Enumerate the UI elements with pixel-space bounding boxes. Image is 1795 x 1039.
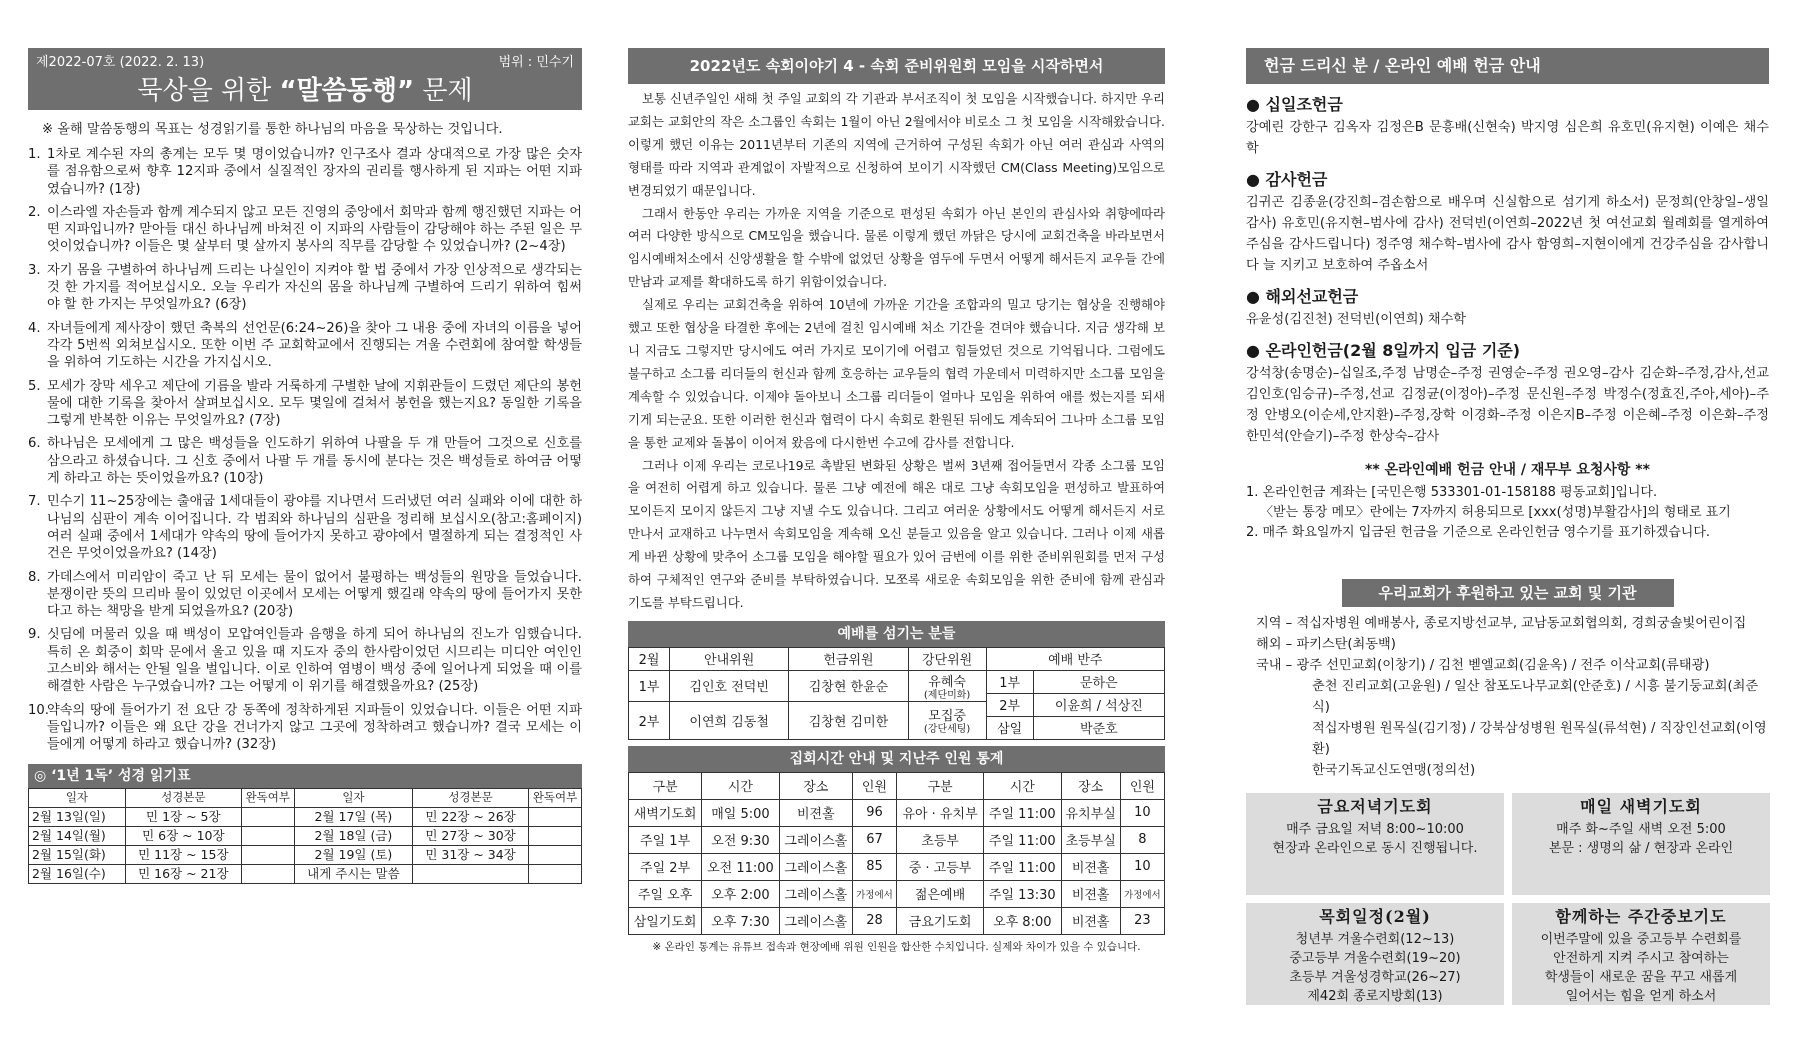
table-header: 완독여부 xyxy=(529,788,582,807)
stat-cell: 오후 7:30 xyxy=(702,907,780,934)
stat-cell: 가정에서 xyxy=(852,880,896,907)
plan-check[interactable] xyxy=(241,864,294,883)
stat-cell: 비젼홀 xyxy=(1061,907,1120,934)
table-header: 안내위원 xyxy=(670,647,789,670)
box-title: 매일 새벽기도회 xyxy=(1580,797,1702,816)
plan-check[interactable] xyxy=(529,807,582,826)
dawn-prayer-box xyxy=(1512,793,1770,895)
question-item: 5. 모세가 장막 세우고 제단에 기름을 발라 거룩하게 구별한 날에 지휘관들이 드렸던 제단의 봉헌물에 대한 기록을 찾아서 살펴보십시오. 모두 몇일에 걸쳐서 봉헌을 했는지요? 동일한 기록을 그렇게 반복한 이유는 무엇일까요? (7장) xyxy=(28,378,582,429)
altar-role: (제단미화) xyxy=(923,689,971,701)
support-title: 우리교회가 후원하고 있는 교회 및 기관 xyxy=(1342,579,1674,607)
accompany-service: 2부 xyxy=(986,693,1033,716)
offering-section xyxy=(1246,284,1769,330)
table-row xyxy=(629,826,1165,853)
plan-date: 2월 13일(일) xyxy=(29,807,126,826)
stats-title: 집회시간 안내 및 지난주 인원 통계 xyxy=(628,746,1165,772)
stat-cell: 주일 11:00 xyxy=(984,826,1062,853)
accompany-name: 문하은 xyxy=(1033,670,1164,693)
offering-type-title: ● 십일조헌금 xyxy=(1246,95,1343,114)
offering-section xyxy=(1246,338,1769,447)
table-header-row xyxy=(29,788,582,807)
stat-cell: 8 xyxy=(1120,826,1164,853)
plan-date: 2월 15일(화) xyxy=(29,845,126,864)
table-row xyxy=(29,826,582,845)
stat-cell: 삼일기도회 xyxy=(629,907,702,934)
table-header-row xyxy=(629,772,1165,799)
support-list xyxy=(1256,613,1769,781)
table-header: 구분 xyxy=(629,772,702,799)
altar-role: (강단세팅) xyxy=(923,724,971,736)
table-header: 일자 xyxy=(29,788,126,807)
story-paragraph: 그러나 이제 우리는 코로나19로 촉발된 변화된 상황은 벌써 3년째 접어들면서 각종 소그룹 모임을 여전히 어렵게 하고 있습니다. 물론 그냥 예전에 해온 대로 그냥 속회모임을 편성하고 발표하여 모이든지 모이지 않든지 그냥 지낼 수도 있습니다. 그리고 여러운 상황에서도 어떻게 해서든지 서로 만나서 교재하고 나누면서 속회모임을 계속해 오신 분들고 있음을 알고 있습니다. 그러나 이제 새롭게 바뀐 상황에 맞추어 소그룹 모임을 해야할 필요가 있어 금번에 이를 위한 준비위원회를 먼저 구성하여 구체적인 연구와 준비를 부탁하였습니다. 모쪼록 새로운 속회모임을 위한 준비에 함께 관심과 기도를 부탁드립니다. xyxy=(628,457,1165,610)
stat-cell: 그레이스홀 xyxy=(779,880,852,907)
meditation-intro: ※ 올해 말씀동행의 목표는 성경읽기를 통한 하나님의 마음을 묵상하는 것입니다. xyxy=(42,122,503,137)
table-row xyxy=(629,670,1165,693)
service-label: 1부 xyxy=(629,670,670,701)
weekly-intercession-box xyxy=(1512,903,1770,1005)
accompany-name: 이윤희 / 석상진 xyxy=(1033,693,1164,716)
plan-check[interactable] xyxy=(529,826,582,845)
box-line: 제42회 종로지방회(13) xyxy=(1307,989,1443,1004)
stat-cell: 주일 11:00 xyxy=(984,799,1062,826)
stats-table xyxy=(628,772,1165,935)
table-header: 일자 xyxy=(294,788,412,807)
box-title: 목회일정(2월) xyxy=(1319,907,1431,926)
plan-check[interactable] xyxy=(241,826,294,845)
stat-cell: 유치부실 xyxy=(1061,799,1120,826)
stat-cell: 85 xyxy=(852,853,896,880)
box-line: 현장과 온라인으로 동시 진행됩니다. xyxy=(1272,841,1478,856)
question-item: 3. 자기 몸을 구별하여 하나님께 드리는 나실인이 지켜야 할 법 중에서 가장 인상적으로 생각되는 것 한 가지를 적어보십시오. 오늘 우리가 자신의 몸을 하나님께 구별하여 드리기 위하여 힘써야 할 한 가지는 무엇일까요? (6장) xyxy=(28,262,582,313)
stat-cell: 중 · 고등부 xyxy=(897,853,984,880)
table-header: 헌금위원 xyxy=(789,647,908,670)
stat-cell: 오전 9:30 xyxy=(702,826,780,853)
plan-passage: 민 11장 ~ 15장 xyxy=(125,845,241,864)
question-list xyxy=(28,146,582,754)
table-header: 성경본문 xyxy=(125,788,241,807)
box-line: 초등부 겨울성경학교(26~27) xyxy=(1289,970,1461,985)
table-row xyxy=(629,799,1165,826)
box-title: 함께하는 주간중보기도 xyxy=(1555,907,1727,926)
reading-plan-table xyxy=(28,788,582,884)
table-header: 인원 xyxy=(852,772,896,799)
support-line: 국내 – 광주 선민교회(이창기) / 김천 벧엘교회(김윤옥) / 전주 이삭교회(류태광) xyxy=(1256,658,1710,673)
question-item: 2. 이스라엘 자손들과 함께 계수되지 않고 모든 진영의 중앙에서 회막과 함께 행진했던 지파는 어떤 지파입니까? 맏아들 대신 하나님께 바쳐진 이 지파의 사람들이 감당해야 하는 주된 일은 무엇이었습니까? 이들은 몇 살부터 몇 살까지 봉사의 직무를 감당할 수 있었습니까? (2~4장) xyxy=(28,204,582,255)
offering-type-title: ● 해외선교헌금 xyxy=(1246,287,1359,306)
table-header: 장소 xyxy=(1061,772,1120,799)
stat-cell: 28 xyxy=(852,907,896,934)
support-line: 춘천 진리교회(고윤원) / 일산 참포도나무교회(안준호) / 시흥 불기둥교회(최준식) xyxy=(1312,679,1759,715)
table-header: 장소 xyxy=(779,772,852,799)
stat-cell: 23 xyxy=(1120,907,1164,934)
stat-cell: 오전 11:00 xyxy=(702,853,780,880)
servers-table xyxy=(628,647,1165,740)
question-item: 8. 가데스에서 미리암이 죽고 난 뒤 모세는 물이 없어서 불평하는 백성들의 원망을 들었습니다. 분쟁이란 뜻의 므리바 물이 있었던 이곳에서 모세는 어떻게 했길래 약속의 땅에 들어가지 못한다고 하는 책망을 받게 되었을까요? (20장) xyxy=(28,569,582,620)
table-row xyxy=(629,853,1165,880)
plan-date: 2월 17일 (목) xyxy=(294,807,412,826)
box-line: 일어서는 힘을 얻게 하소서 xyxy=(1565,989,1717,1004)
plan-check[interactable] xyxy=(529,864,582,883)
story-paragraph: 실제로 우리는 교회건축을 위하여 10년에 가까운 기간을 조합과의 밀고 당기는 협상을 진행해야 했고 또한 협상을 타결한 후에는 2년에 걸친 임시예배 처소 기간을 견뎌야 했습니다. 지금 생각해 보니 지금도 그렇지만 당시에도 여러 가지로 모이기에 어렵고 힘들었던 것으로 기억됩니다. 그럼에도 불구하고 소그룹 리더들의 헌신과 함께 호응하는 교우들의 협력 가운데서 미력하지만 소그룹 모임을 계속할 수 있었습니다. 이제야 돌아보니 소그룹 리더들이 얼마나 모임을 위하여 애를 썼는지를 되새기게 되는군요. 또한 이러한 헌신과 협력이 다시 속회로 환원된 뒤에도 계속되어 그나마 소그룹 모임을 통한 교제와 돌봄이 이어져 왔음에 다시한번 수고에 감사를 전합니다. xyxy=(628,297,1165,450)
title-part: 문제 xyxy=(414,76,473,106)
table-header: 완독여부 xyxy=(241,788,294,807)
stat-cell: 초등부 xyxy=(897,826,984,853)
stat-cell: 그레이스홀 xyxy=(779,853,852,880)
story-body xyxy=(628,88,1165,615)
table-header: 예배 반주 xyxy=(986,647,1164,670)
notice-line: 〈받는 통장 메모〉란에는 7자까지 허용되므로 [xxx(성명)부활감사]의 형태로 표기 xyxy=(1260,505,1731,520)
stat-cell: 오후 2:00 xyxy=(702,880,780,907)
offering-names: 강예린 강한구 김옥자 김정은B 문흥배(신현숙) 박지영 심은희 유호민(유지현) 이예은 채수학 xyxy=(1246,120,1769,156)
stat-cell: 67 xyxy=(852,826,896,853)
plan-passage: 민 6장 ~ 10장 xyxy=(125,826,241,845)
plan-passage: 민 16장 ~ 21장 xyxy=(125,864,241,883)
altar-name: 모집중 xyxy=(928,709,966,725)
guide-names: 이연희 김동철 xyxy=(670,701,789,739)
issue-number: 제2022-07호 (2022. 2. 13) xyxy=(36,55,205,70)
table-header: 시간 xyxy=(984,772,1062,799)
offering-section xyxy=(1246,167,1769,276)
accompany-service: 삼일 xyxy=(986,716,1033,739)
stat-cell: 초등부실 xyxy=(1061,826,1120,853)
accompany-name: 박준호 xyxy=(1033,716,1164,739)
question-item: 7. 민수기 11~25장에는 출애굽 1세대들이 광야를 지나면서 드러냈던 여러 실패와 이에 대한 하나님의 심판이 계속 이어집니다. 각 범죄와 하나님의 심판을 정리해 보십시오(참고:홈페이지) 여러 실패 중에서 1세대가 약속의 땅에 들어가지 못하고 광야에서 멸절하게 되는 결정적인 사건은 무엇이었을까요? (14장) xyxy=(28,494,582,562)
stat-cell: 유아 · 유치부 xyxy=(897,799,984,826)
reading-plan-title: ◎ ‘1년 1독’ 성경 읽기표 xyxy=(28,764,582,788)
online-offering-notice-title: ** 온라인예배 헌금 안내 / 재무부 요청사항 ** xyxy=(1365,462,1650,478)
plan-word-label: 내게 주시는 말씀 xyxy=(294,864,412,883)
plan-passage: 민 1장 ~ 5장 xyxy=(125,807,241,826)
ministry-schedule-box xyxy=(1246,903,1504,1005)
service-label: 2부 xyxy=(629,701,670,739)
altar-name: 유혜숙 xyxy=(928,674,966,690)
friday-prayer-box xyxy=(1246,793,1504,895)
stat-cell: 새벽기도회 xyxy=(629,799,702,826)
question-item: 4. 자녀들에게 제사장이 했던 축복의 선언문(6:24~26)을 찾아 그 내용 중에 자녀의 이름을 넣어 각각 5번씩 외쳐보십시오. 또한 이번 주 교회학교에서 진행되는 겨울 수련회에 참여할 학생들을 위하여 기도하는 시간을 가지십시오. xyxy=(28,320,582,371)
offering-names: 김창현 한윤순 xyxy=(789,670,908,701)
notice-line: 1. 온라인헌금 계좌는 [국민은행 533301-01-158188 평동교회]입니다. xyxy=(1246,485,1658,500)
notice-line: 2. 매주 화요일까지 입금된 헌금을 기준으로 온라인헌금 영수기를 표기하겠습니다. xyxy=(1246,525,1711,540)
table-row xyxy=(629,880,1165,907)
table-header: 2월 xyxy=(629,647,670,670)
stat-cell: 오후 8:00 xyxy=(984,907,1062,934)
table-row xyxy=(29,864,582,883)
table-row xyxy=(29,807,582,826)
support-line: 지역 – 적십자병원 예배봉사, 종로지방선교부, 교남동교회협의회, 경희궁솔빛어린이집 xyxy=(1256,616,1747,631)
stat-cell: 주일 11:00 xyxy=(984,853,1062,880)
stat-cell: 주일 2부 xyxy=(629,853,702,880)
question-item: 9. 싯딤에 머물러 있을 때 백성이 모압여인들과 음행을 하게 되어 하나님의 진노가 임했습니다. 특히 온 회중이 회막 문에서 울고 있을 때 지도자 중의 한사람이었던 시므리는 미디안 여인인 고스비와 해서는 안될 일을 벌입니다. 이로 인하여 염병이 백성 중에 일어나게 되었을 때 이를 해결한 사람은 누구였습니까? 그는 어떻게 이 위기를 해결했을까요? (25장) xyxy=(28,627,582,695)
offering-type-title: ● 온라인헌금(2월 8일까지 입금 기준) xyxy=(1246,341,1521,360)
offering-title: 헌금 드리신 분 / 온라인 예배 헌금 안내 xyxy=(1246,48,1769,84)
box-title: 금요저녁기도회 xyxy=(1317,797,1433,816)
scope-label: 범위 : 민수기 xyxy=(498,55,574,70)
plan-date: 2월 14일(월) xyxy=(29,826,126,845)
box-line: 중고등부 겨울수련회(19~20) xyxy=(1289,951,1461,966)
table-row xyxy=(629,907,1165,934)
question-item: 1. 1차로 계수된 자의 총계는 모두 몇 명이었습니까? 인구조사 결과 상대적으로 가장 많은 숫자를 점유함으로써 향후 12지파 중에서 실질적인 장자의 권리를 행사하게 된 지파는 어떤 지파였습니까? (1장) xyxy=(28,147,582,197)
stat-cell: 주일 1부 xyxy=(629,826,702,853)
stat-cell: 가정에서 xyxy=(1120,880,1164,907)
meditation-column xyxy=(28,48,582,884)
plan-passage: 민 22장 ~ 26장 xyxy=(413,807,529,826)
stat-cell: 비젼홀 xyxy=(779,799,852,826)
stat-cell: 주일 13:30 xyxy=(984,880,1062,907)
plan-date: 2월 18일 (금) xyxy=(294,826,412,845)
stat-cell: 10 xyxy=(1120,799,1164,826)
box-line: 청년부 겨울수련회(12~13) xyxy=(1295,932,1455,947)
stat-cell: 비젼홀 xyxy=(1061,853,1120,880)
offering-column xyxy=(1246,48,1769,1005)
offering-names: 유윤성(김진천) 전덕빈(이연희) 채수학 xyxy=(1246,312,1467,327)
support-line: 적십자병원 원목실(김기정) / 강북삼성병원 원목실(류석현) / 직장인선교회(이영환) xyxy=(1312,721,1767,757)
plan-date: 2월 16일(수) xyxy=(29,864,126,883)
altar-cell xyxy=(908,701,986,739)
stat-cell: 비젼홀 xyxy=(1061,880,1120,907)
table-row xyxy=(29,845,582,864)
table-header: 강단위원 xyxy=(908,647,986,670)
stat-cell: 금요기도회 xyxy=(897,907,984,934)
story-paragraph: 보통 신년주일인 새해 첫 주일 교회의 각 기관과 부서조직이 첫 모임을 시작했습니다. 하지만 우리교회는 교회안의 작은 소그룹인 속회는 1월이 아닌 2월에서야 비로소 그 첫 모임을 시작해왔습니다. 이렇게 했던 이유는 2011년부터 기존의 지역에 근거하여 구성된 속회가 아닌 여러 관심과 사역의 형태를 따라 지역과 관계없이 자발적으로 신청하여 보이기 시작했던 CM(Class Meeting)모임으로 변경되었기 때문입니다. xyxy=(628,91,1165,198)
servers-title: 예배를 섬기는 분들 xyxy=(628,621,1165,647)
plan-passage: 민 27장 ~ 30장 xyxy=(413,826,529,845)
offering-names: 김창현 김미한 xyxy=(789,701,908,739)
table-header: 시간 xyxy=(702,772,780,799)
story-column xyxy=(628,48,1165,954)
stats-note: ※ 온라인 통계는 유튜브 접속과 현장예배 위원 인원을 합산한 수치입니다. 실제와 차이가 있을 수 있습니다. xyxy=(652,940,1141,953)
support-line: 한국기독교신도연맹(정의선) xyxy=(1312,763,1476,778)
stat-cell: 10 xyxy=(1120,853,1164,880)
box-line: 매주 화~주일 새벽 오전 5:00 xyxy=(1556,822,1726,837)
stat-cell: 그레이스홀 xyxy=(779,826,852,853)
offering-names: 김귀곤 김종윤(강진희–겸손함으로 배우며 신실함으로 섬기게 하소서) 문정희(안창일–생일 감사) 유호민(유지현–범사에 감사) 전덕빈(이연희–2022년 첫 여선교회 월례회를 열게하여 주심을 감사드립니다) 정주영 채수학–범사에 감사 함영희–지현이에게 건강주심을 감사합니다 늘 지키고 보호하여 주옵소서 xyxy=(1246,195,1769,273)
guide-names: 김인호 전덕빈 xyxy=(670,670,789,701)
table-header-row xyxy=(629,647,1165,670)
table-header: 구분 xyxy=(897,772,984,799)
title-emphasis: “말씀동행” xyxy=(279,76,415,106)
box-line: 매주 금요일 저녁 8:00~10:00 xyxy=(1286,822,1464,837)
plan-word-note[interactable] xyxy=(413,864,529,883)
question-item: 10.약속의 땅에 들어가기 전 요단 강 동쪽에 정착하게된 지파들이 있었습니다. 이들은 어떤 지파들입니까? 이들은 왜 요단 강을 건너가지 않고 그곳에 정착하려고 했습니까? 결국 모세는 이들에게 어떻게 하라고 했습니까? (32장) xyxy=(28,702,582,753)
stat-cell: 그레이스홀 xyxy=(779,907,852,934)
box-line: 학생들이 새로운 꿈을 꾸고 새롭게 xyxy=(1544,970,1738,985)
plan-check[interactable] xyxy=(241,845,294,864)
story-title: 2022년도 속회이야기 4 - 속회 준비위원회 모임을 시작하면서 xyxy=(628,48,1165,84)
info-boxes xyxy=(1246,793,1769,1005)
meditation-header xyxy=(28,48,582,110)
stat-cell: 매일 5:00 xyxy=(702,799,780,826)
plan-passage: 민 31장 ~ 34장 xyxy=(413,845,529,864)
accompany-service: 1부 xyxy=(986,670,1033,693)
offering-names: 강석창(송명순)–십일조,주정 남명순–주정 권영순–주정 권오영–감사 김순화–주정,감사,선교 김인호(임승규)–주정,선교 김정균(이정아)–주정 문신원–주정 박정수(정효진,주아,세아)–주정 안병오(이순세,안지환)–주정,장학 이경화–주정 이은지B–주정 이은혜–주정 이은화–주정 한민석(안슬기)–주정 한상숙–감사 xyxy=(1246,366,1769,444)
box-line: 본문 : 생명의 삶 / 현장과 온라인 xyxy=(1548,841,1734,856)
title-part: 묵상을 위한 xyxy=(137,76,280,106)
meditation-title xyxy=(28,70,582,107)
story-paragraph: 그래서 한동안 우리는 가까운 지역을 기준으로 편성된 속회가 아닌 본인의 관심사와 취향에따라 여러 다양한 방식으로 CM모임을 했습니다. 물론 이렇게 했던 까닭은 당시에 교회건축을 바라보면서 임시예배처소에서 신앙생활을 할 수밖에 없었던 상황을 염두에 두면서 어떻게 해서든지 교우들 간에 만남과 교제를 확대하도록 하기 위함이었습니다. xyxy=(628,205,1165,290)
table-header: 인원 xyxy=(1120,772,1164,799)
stat-cell: 젊은예배 xyxy=(897,880,984,907)
plan-date: 2월 19일 (토) xyxy=(294,845,412,864)
stat-cell: 주일 오후 xyxy=(629,880,702,907)
plan-check[interactable] xyxy=(241,807,294,826)
support-line: 해외 – 파키스탄(최동백) xyxy=(1256,637,1396,652)
offering-type-title: ● 감사헌금 xyxy=(1246,170,1328,189)
table-header: 성경본문 xyxy=(413,788,529,807)
box-line: 안전하게 지켜 주시고 참여하는 xyxy=(1553,951,1729,966)
online-offering-notice xyxy=(1246,483,1769,543)
offering-section xyxy=(1246,92,1769,159)
question-item: 6. 하나님은 모세에게 그 많은 백성들을 인도하기 위하여 나팔을 두 개 만들어 그것으로 신호를 삼으라고 하셨습니다. 그 신호 중에서 나팔 두 개를 동시에 분다는 것은 백성들로 하여금 어떻게 하라고 하는 뜻이었을까요? (10장) xyxy=(28,436,582,487)
plan-check[interactable] xyxy=(529,845,582,864)
box-line: 이번주말에 있을 중고등부 수련회를 xyxy=(1540,932,1742,947)
altar-cell xyxy=(908,670,986,701)
stat-cell: 96 xyxy=(852,799,896,826)
